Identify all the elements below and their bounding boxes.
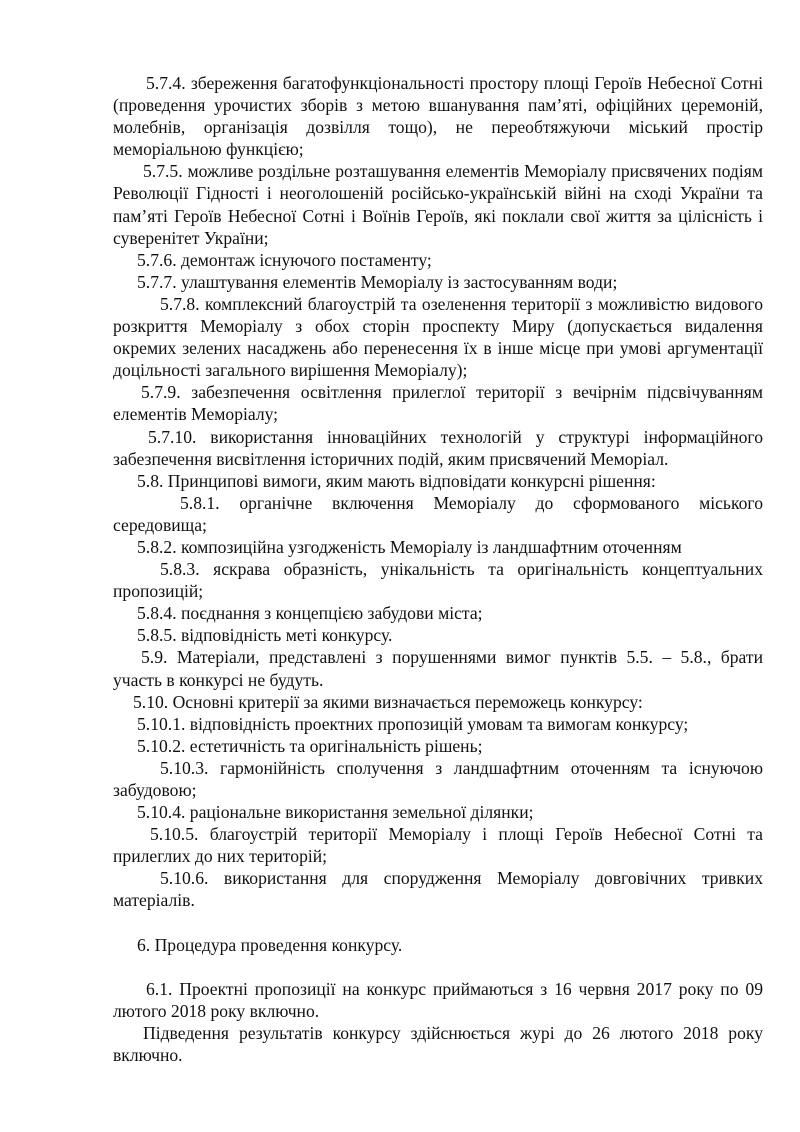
paragraph: 5.7.7. улаштування елементів Меморіалу із застосуванням води; [137, 271, 618, 292]
paragraph: 5.7.10. використання інноваційних технологій у структурі інформаційного забезпечення висвітлення історичних подій, яким присвячений Меморіал. [113, 426, 763, 469]
paragraph: 5.8.2. композиційна узгодженість Меморіалу із ландшафтним оточенням [137, 536, 682, 557]
section-6-heading: 6. Процедура проведення конкурсу. [137, 934, 403, 955]
paragraph: 5.7.9. забезпечення освітлення прилеглої території з вечірнім підсвічуванням елементів Меморіалу; [113, 382, 763, 425]
paragraph: 5.7.4. збереження багатофункціональності простору площі Героїв Небесної Сотні (проведення урочистих зборів з метою вшанування пам’яті, офіційних церемоній, молебнів, організація дозвілля тощо), не переобтяжуючи міський простір меморіальною функцією; [113, 73, 763, 160]
paragraph: 5.7.5. можливе роздільне розташування елементів Меморіалу присвячених подіям Революції Гідності і неоголошеній російсько-українській війні на сході України та пам’яті Героїв Небесної Сотні і Воїнів Героїв, які поклали свої життя за цілісність і суверенітет України; [113, 161, 763, 248]
paragraph: 5.10.5. благоустрій території Меморіалу і площі Героїв Небесної Сотні та прилеглих до них територій; [113, 824, 763, 867]
paragraph-list [113, 72, 763, 912]
document-page [113, 72, 763, 1066]
spacer [113, 956, 763, 978]
paragraph: 5.10.6. використання для спорудження Меморіалу довговічних тривких матеріалів. [113, 868, 763, 911]
paragraph: 5.9. Матеріали, представлені з порушеннями вимог пунктів 5.5. – 5.8., брати участь в конкурсі не будуть. [113, 647, 763, 690]
paragraph: 5.10.4. раціональне використання земельної ділянки; [137, 802, 534, 823]
paragraph: 5.8.3. яскрава образність, унікальність та оригінальність концептуальних пропозицій; [113, 559, 763, 602]
paragraph: 5.7.6. демонтаж існуючого постаменту; [137, 249, 432, 270]
paragraph: 5.10.1. відповідність проектних пропозицій умовам та вимогам конкурсу; [137, 713, 689, 734]
paragraph: 5.10. Основні критерії за якими визначається переможець конкурсу: [133, 691, 643, 712]
paragraph: 5.10.3. гармонійність сполучення з ландшафтним оточенням та існуючою забудовою; [113, 757, 763, 800]
paragraph-6-1: 6.1. Проектні пропозиції на конкурс приймаються з 16 червня 2017 року по 09 лютого 2018 року включно. [113, 978, 763, 1021]
spacer [113, 912, 763, 934]
paragraph: 5.8. Принципові вимоги, яким мають відповідати конкурсні рішення: [137, 470, 656, 491]
paragraph-results: Підведення результатів конкурсу здійснюється журі до 26 лютого 2018 року включно. [113, 1022, 763, 1065]
paragraph: 5.8.4. поєднання з концепцією забудови міста; [137, 603, 483, 624]
paragraph: 5.8.5. відповідність меті конкурсу. [137, 625, 393, 646]
paragraph: 5.7.8. комплексний благоустрій та озеленення території з можливістю видового розкриття Меморіалу з обох сторін проспекту Миру (допускається видалення окремих зелених насаджень або перенесення їх в інше місце при умові аргументації доцільності загального вирішення Меморіалу); [113, 293, 763, 381]
paragraph: 5.8.1. органічне включення Меморіалу до сформованого міського середовища; [113, 492, 763, 535]
paragraph: 5.10.2. естетичність та оригінальність рішень; [137, 735, 483, 756]
